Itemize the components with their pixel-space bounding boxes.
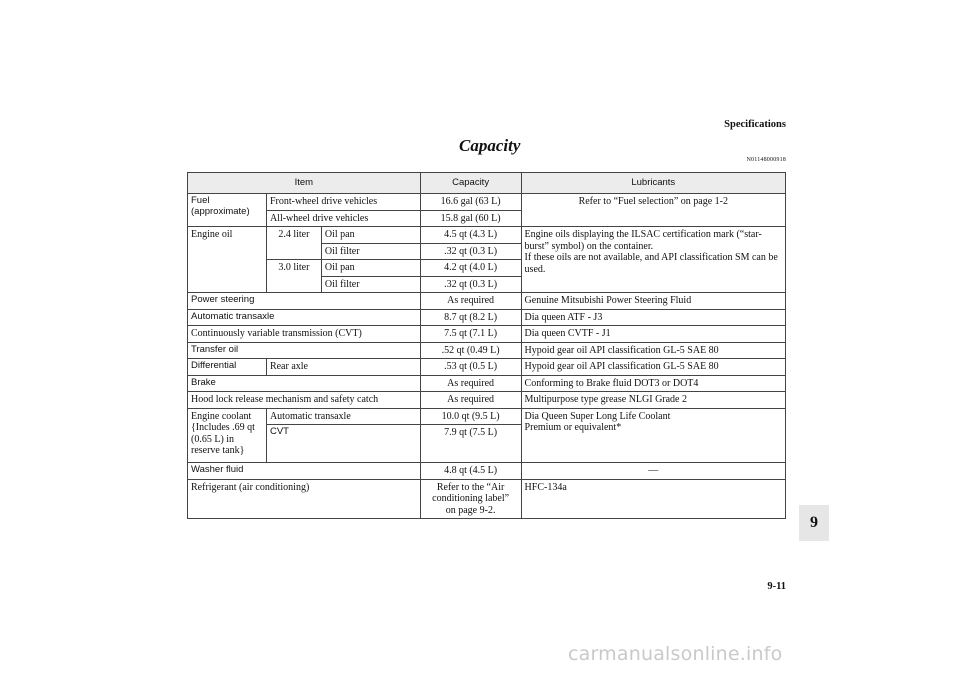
document-code: N01148000918 bbox=[746, 157, 786, 163]
coolant-at-label: Automatic transaxle bbox=[266, 408, 420, 425]
power-steering-capacity: As required bbox=[420, 293, 521, 310]
table-row bbox=[188, 293, 786, 310]
fuel-fwd-label: Front-wheel drive vehicles bbox=[266, 194, 420, 211]
fuel-fwd-capacity: 16.6 gal (63 L) bbox=[420, 194, 521, 211]
table-row bbox=[188, 309, 786, 326]
coolant-label: Engine coolant {Includes .69 qt (0.65 L) in reserve tank} bbox=[188, 408, 267, 463]
transfer-oil-lubricant: Hypoid gear oil API classification GL-5 SAE 80 bbox=[521, 342, 785, 359]
fuel-lubricant: Refer to “Fuel selection” on page 1-2 bbox=[521, 194, 785, 227]
refrigerant-label: Refrigerant (air conditioning) bbox=[188, 479, 421, 519]
table-row bbox=[188, 227, 786, 244]
table-row bbox=[188, 342, 786, 359]
column-header-lubricants: Lubricants bbox=[521, 173, 785, 194]
auto-transaxle-label: Automatic transaxle bbox=[188, 309, 421, 326]
power-steering-label: Power steering bbox=[188, 293, 421, 310]
column-header-item: Item bbox=[188, 173, 421, 194]
oil-pan-label: Oil pan bbox=[321, 260, 420, 277]
chapter-tab: 9 bbox=[799, 505, 829, 541]
differential-capacity: .53 qt (0.5 L) bbox=[420, 359, 521, 376]
washer-fluid-lubricant: — bbox=[521, 463, 785, 480]
oil-filter-label: Oil filter bbox=[321, 276, 420, 293]
cvt-lubricant: Dia queen CVTF - J1 bbox=[521, 326, 785, 343]
washer-fluid-label: Washer fluid bbox=[188, 463, 421, 480]
hood-lock-lubricant: Multipurpose type grease NLGI Grade 2 bbox=[521, 392, 785, 409]
capacity-table bbox=[187, 172, 786, 519]
differential-lubricant: Hypoid gear oil API classification GL-5 SAE 80 bbox=[521, 359, 785, 376]
refrigerant-lubricant: HFC-134a bbox=[521, 479, 785, 519]
table-row bbox=[188, 392, 786, 409]
table-row bbox=[188, 375, 786, 392]
hood-lock-capacity: As required bbox=[420, 392, 521, 409]
table-row bbox=[188, 408, 786, 425]
table-row bbox=[188, 326, 786, 343]
cvt-label: Continuously variable transmission (CVT) bbox=[188, 326, 421, 343]
differential-label: Differential bbox=[188, 359, 267, 376]
fuel-awd-label: All-wheel drive vehicles bbox=[266, 210, 420, 227]
coolant-cvt-label: CVT bbox=[266, 425, 420, 463]
oil-pan-label: Oil pan bbox=[321, 227, 420, 244]
washer-fluid-capacity: 4.8 qt (4.5 L) bbox=[420, 463, 521, 480]
brake-lubricant: Conforming to Brake fluid DOT3 or DOT4 bbox=[521, 375, 785, 392]
e24-oil-filter-capacity: .32 qt (0.3 L) bbox=[420, 243, 521, 260]
hood-lock-label: Hood lock release mechanism and safety catch bbox=[188, 392, 421, 409]
e24-oil-pan-capacity: 4.5 qt (4.3 L) bbox=[420, 227, 521, 244]
rear-axle-label: Rear axle bbox=[266, 359, 420, 376]
brake-label: Brake bbox=[188, 375, 421, 392]
transfer-oil-capacity: .52 qt (0.49 L) bbox=[420, 342, 521, 359]
table-row bbox=[188, 463, 786, 480]
engine-24-label: 2.4 liter bbox=[266, 227, 321, 260]
table-row bbox=[188, 359, 786, 376]
coolant-at-capacity: 10.0 qt (9.5 L) bbox=[420, 408, 521, 425]
auto-transaxle-capacity: 8.7 qt (8.2 L) bbox=[420, 309, 521, 326]
engine-oil-lubricant-line2: If these oils are not available, and API classification SM can be used. bbox=[524, 252, 778, 275]
section-header: Specifications bbox=[724, 119, 786, 130]
coolant-cvt-capacity: 7.9 qt (7.5 L) bbox=[420, 425, 521, 463]
e30-oil-pan-capacity: 4.2 qt (4.0 L) bbox=[420, 260, 521, 277]
column-header-capacity: Capacity bbox=[420, 173, 521, 194]
cvt-capacity: 7.5 qt (7.1 L) bbox=[420, 326, 521, 343]
oil-filter-label: Oil filter bbox=[321, 243, 420, 260]
coolant-lubricant bbox=[521, 408, 785, 463]
e30-oil-filter-capacity: .32 qt (0.3 L) bbox=[420, 276, 521, 293]
coolant-lubricant-line1: Dia Queen Super Long Life Coolant bbox=[524, 410, 671, 422]
engine-oil-lubricant-line1: Engine oils displaying the ILSAC certification mark (“star-burst” symbol) on the container. bbox=[524, 229, 762, 252]
page-title: Capacity bbox=[459, 136, 521, 155]
table-row bbox=[188, 194, 786, 211]
brake-capacity: As required bbox=[420, 375, 521, 392]
table-header-row bbox=[188, 173, 786, 194]
table-row bbox=[188, 479, 786, 519]
engine-30-label: 3.0 liter bbox=[266, 260, 321, 293]
fuel-awd-capacity: 15.8 gal (60 L) bbox=[420, 210, 521, 227]
coolant-lubricant-line2: Premium or equivalent* bbox=[524, 422, 622, 433]
fuel-label: Fuel (approximate) bbox=[188, 194, 267, 227]
engine-oil-lubricant bbox=[521, 227, 785, 293]
engine-oil-label: Engine oil bbox=[188, 227, 267, 293]
refrigerant-capacity: Refer to the “Air conditioning label” on page 9-2. bbox=[420, 479, 521, 519]
auto-transaxle-lubricant: Dia queen ATF - J3 bbox=[521, 309, 785, 326]
page-number: 9-11 bbox=[767, 581, 786, 592]
watermark: carmanualsonline.info bbox=[568, 643, 783, 665]
transfer-oil-label: Transfer oil bbox=[188, 342, 421, 359]
power-steering-lubricant: Genuine Mitsubishi Power Steering Fluid bbox=[521, 293, 785, 310]
